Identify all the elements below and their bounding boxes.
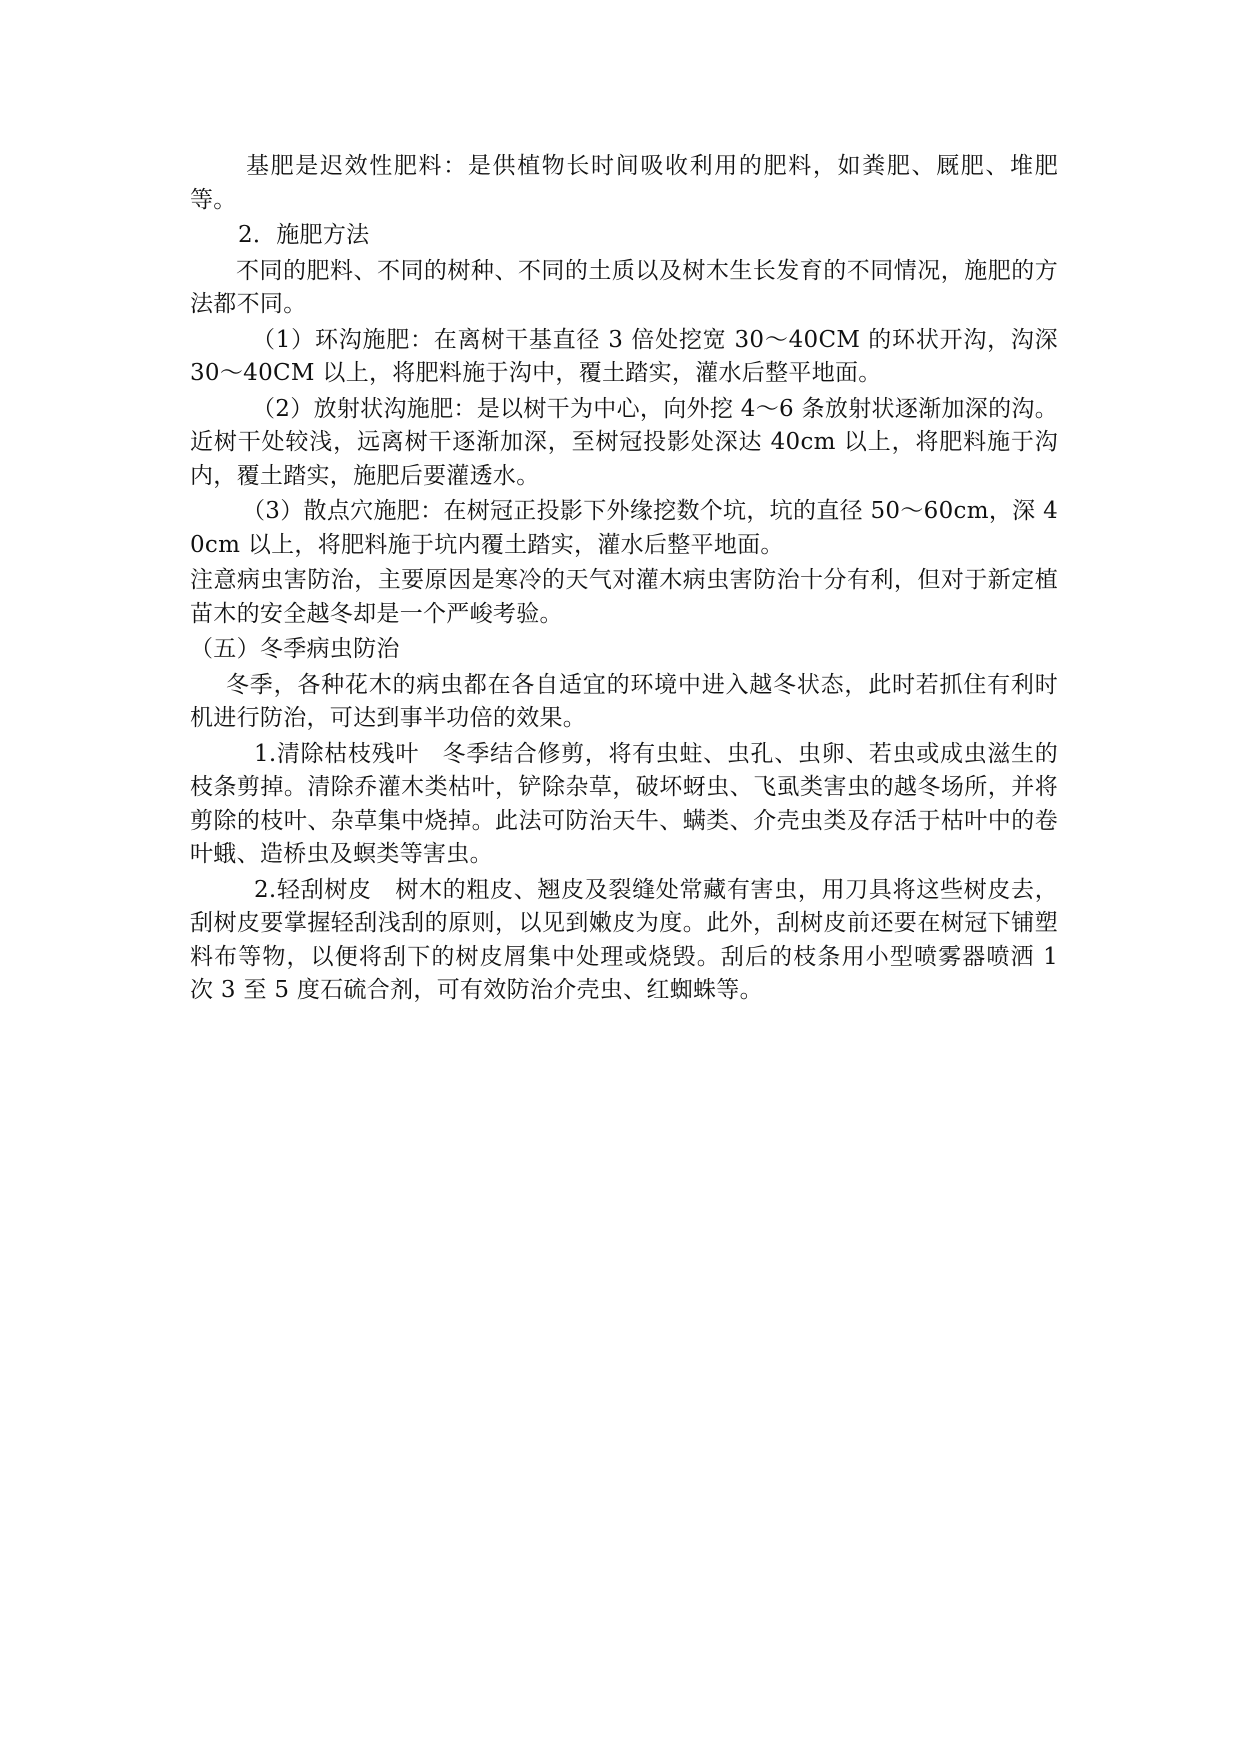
paragraph-methods-intro: 不同的肥料、不同的树种、不同的土质以及树木生长发育的不同情况，施肥的方法都不同。	[190, 257, 1058, 317]
paragraph-clear-dead-branches: 1.清除枯枝残叶 冬季结合修剪，将有虫蛀、虫孔、虫卵、若虫或成虫滋生的枝条剪掉。清除乔灌木类枯叶，铲除杂草，破坏蚜虫、飞虱类害虫的越冬场所，并将剪除的枝叶、杂草集中烧掉。此法可防治天牛、螨类、介壳虫类及存活于枯叶中的卷叶蛾、造桥虫及螟类等害虫。	[190, 740, 1058, 867]
paragraph-base-fertilizer: 基肥是迟效性肥料：是供植物长时间吸收利用的肥料，如粪肥、厩肥、堆肥等。	[190, 153, 1058, 213]
paragraph-pest-note: 注意病虫害防治，主要原因是寒冷的天气对灌木病虫害防治十分有利，但对于新定植苗木的安全越冬却是一个严峻考验。	[190, 567, 1058, 627]
heading-winter-pest-control: （五）冬季病虫防治	[190, 636, 400, 662]
paragraph-radial-ditch: （2）放射状沟施肥：是以树干为中心，向外挖 4～6 条放射状逐渐加深的沟。近树干处较浅，远离树干逐渐加深，至树冠投影处深达 40cm 以上，将肥料施于沟内，覆土踏实，施肥后要灌透水。	[190, 395, 1058, 489]
paragraph-ring-ditch: （1）环沟施肥：在离树干基直径 3 倍处挖宽 30～40CM 的环状开沟，沟深 30～40CM 以上，将肥料施于沟中，覆土踏实，灌水后整平地面。	[190, 326, 1058, 386]
paragraph-scrape-bark: 2.轻刮树皮 树木的粗皮、翘皮及裂缝处常藏有害虫，用刀具将这些树皮去，刮树皮要掌握轻刮浅刮的原则，以见到嫩皮为度。此外，刮树皮前还要在树冠下铺塑料布等物，以便将刮下的树皮屑集中处理或烧毁。刮后的枝条用小型喷雾器喷洒 1 次 3 至 5 度石硫合剂，可有效防治介壳虫、红蜘蛛等。	[190, 876, 1058, 1003]
heading-fertilizing-methods: 2．施肥方法	[238, 222, 370, 248]
paragraph-point-hole: （3）散点穴施肥：在树冠正投影下外缘挖数个坑，坑的直径 50～60cm，深 40cm 以上，将肥料施于坑内覆土踏实，灌水后整平地面。	[190, 498, 1058, 558]
document-body	[190, 150, 1058, 1008]
paragraph-winter-intro: 冬季，各种花木的病虫都在各自适宜的环境中进入越冬状态，此时若抓住有利时机进行防治，可达到事半功倍的效果。	[190, 671, 1058, 731]
